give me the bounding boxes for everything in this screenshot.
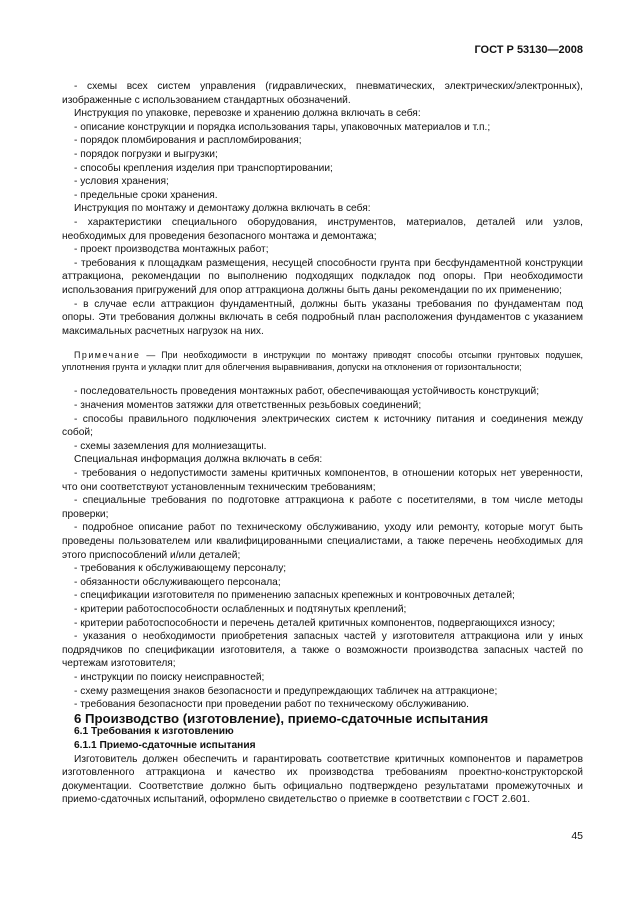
paragraph: - проект производства монтажных работ; xyxy=(74,244,269,256)
paragraph: - спецификации изготовителя по применению запасных крепежных и контровочных деталей; xyxy=(74,590,515,602)
paragraph: - характеристики специального оборудования, инструментов, материалов, деталей или узлов, необходимых для проведения безопасного монтажа и демонтажа; xyxy=(62,216,583,242)
paragraph: - подробное описание работ по техническому обслуживанию, уходу или ремонту, которые могут быть проведены пользователем или квалифицированными специалистами, а также перечень необходимых для этого приспособлений и/или деталей; xyxy=(62,522,583,561)
page-content xyxy=(62,80,583,807)
page-number: 45 xyxy=(571,830,583,842)
paragraph: - требования к площадкам размещения, несущей способности грунта при бесфундаментной конструкции аттракциона, рекомендации по выполнению подходящих подкладок под опоры. При необходимости использования пригружений для опор аттракциона должны быть даны рекомендации по их применению; xyxy=(62,257,583,296)
paragraph: - требования о недопустимости замены критичных компонентов, в отношении которых нет уверенности, что они соответствуют установленным техническим требованиям; xyxy=(62,468,583,493)
paragraph: Специальная информация должна включать в себя: xyxy=(74,454,323,466)
paragraph: - требования безопасности при проведении работ по техническому обслуживанию. xyxy=(74,699,469,711)
paragraph: - порядок пломбирования и распломбирования; xyxy=(74,135,302,147)
paragraph: - значения моментов затяжки для ответственных резьбовых соединений; xyxy=(74,400,422,412)
subsubsection-heading: 6.1.1 Приемо-сдаточные испытания xyxy=(74,739,256,751)
paragraph: - требования к обслуживающему персоналу; xyxy=(74,563,287,575)
paragraph: - критерии работоспособности ослабленных и подтянутых креплений; xyxy=(74,603,407,615)
paragraph: Инструкция по монтажу и демонтажу должна включать в себя: xyxy=(74,203,371,215)
paragraph: - схемы всех систем управления (гидравлических, пневматических, электрических/электронных), изображенные с использованием стандартных обозначений. xyxy=(62,81,583,106)
note xyxy=(62,350,583,373)
note-text: — При необходимости в инструкции по монтажу приводят способы отсыпки грунтовых подушек, уплотнения грунта и укладки плит для облегчения выравнивания, допуски на отклонения от горизонтальности; xyxy=(62,350,583,372)
subsection-heading: 6.1 Требования к изготовлению xyxy=(74,726,234,738)
paragraph: - способы крепления изделия при транспортировании; xyxy=(74,162,333,174)
paragraph: - специальные требования по подготовке аттракциона к работе с посетителями, в том числе методы проверки; xyxy=(62,495,583,520)
paragraph: - порядок погрузки и выгрузки; xyxy=(74,148,218,160)
note-label: Примечание xyxy=(74,350,141,361)
paragraph: - последовательность проведения монтажных работ, обеспечивающая устойчивость конструкций; xyxy=(74,386,540,398)
paragraph: Изготовитель должен обеспечить и гарантировать соответствие критичных компонентов и параметров изготовленного аттракциона и качество их производства требованиям проектно-конструкторской документации. Соответствие должно быть официально подтверждено результатами промежуточных и приемо-сдаточных испытаний, оформлено свидетельство о приемке в соответствии с ГОСТ 2.601. xyxy=(62,753,583,806)
document-code: ГОСТ Р 53130—2008 xyxy=(474,44,583,56)
paragraph: - указания о необходимости приобретения запасных частей у изготовителя аттракциона или у иных подрядчиков по спецификации изготовителя, а также о возможности производства запасных частей по чертежам изготовителя; xyxy=(62,631,583,670)
paragraph: - способы правильного подключения электрических систем к источнику питания и соединения между собой; xyxy=(62,413,583,439)
section-heading: 6 Производство (изготовление), приемо-сдаточные испытания xyxy=(74,710,489,726)
paragraph: Инструкция по упаковке, перевозке и хранению должна включать в себя: xyxy=(74,108,421,120)
paragraph: - инструкции по поиску неисправностей; xyxy=(74,671,265,683)
paragraph: - условия хранения; xyxy=(74,176,169,188)
paragraph: - схемы заземления для молниезащиты. xyxy=(74,440,267,452)
paragraph: - предельные сроки хранения. xyxy=(74,189,218,201)
paragraph: - в случае если аттракцион фундаментный, должны быть указаны требования по фундаментам под опоры. Эти требования должны включать в себя подробный план расположения фундаментов с указанием максимальных расчетных нагрузок на них. xyxy=(62,298,583,337)
paragraph: - схему размещения знаков безопасности и предупреждающих табличек на аттракционе; xyxy=(74,685,498,697)
paragraph: - обязанности обслуживающего персонала; xyxy=(74,576,281,588)
paragraph: - описание конструкции и порядка использования тары, упаковочных материалов и т.п.; xyxy=(74,121,491,133)
paragraph: - критерии работоспособности и перечень деталей критичных компонентов, подвергающихся износу; xyxy=(74,617,556,629)
